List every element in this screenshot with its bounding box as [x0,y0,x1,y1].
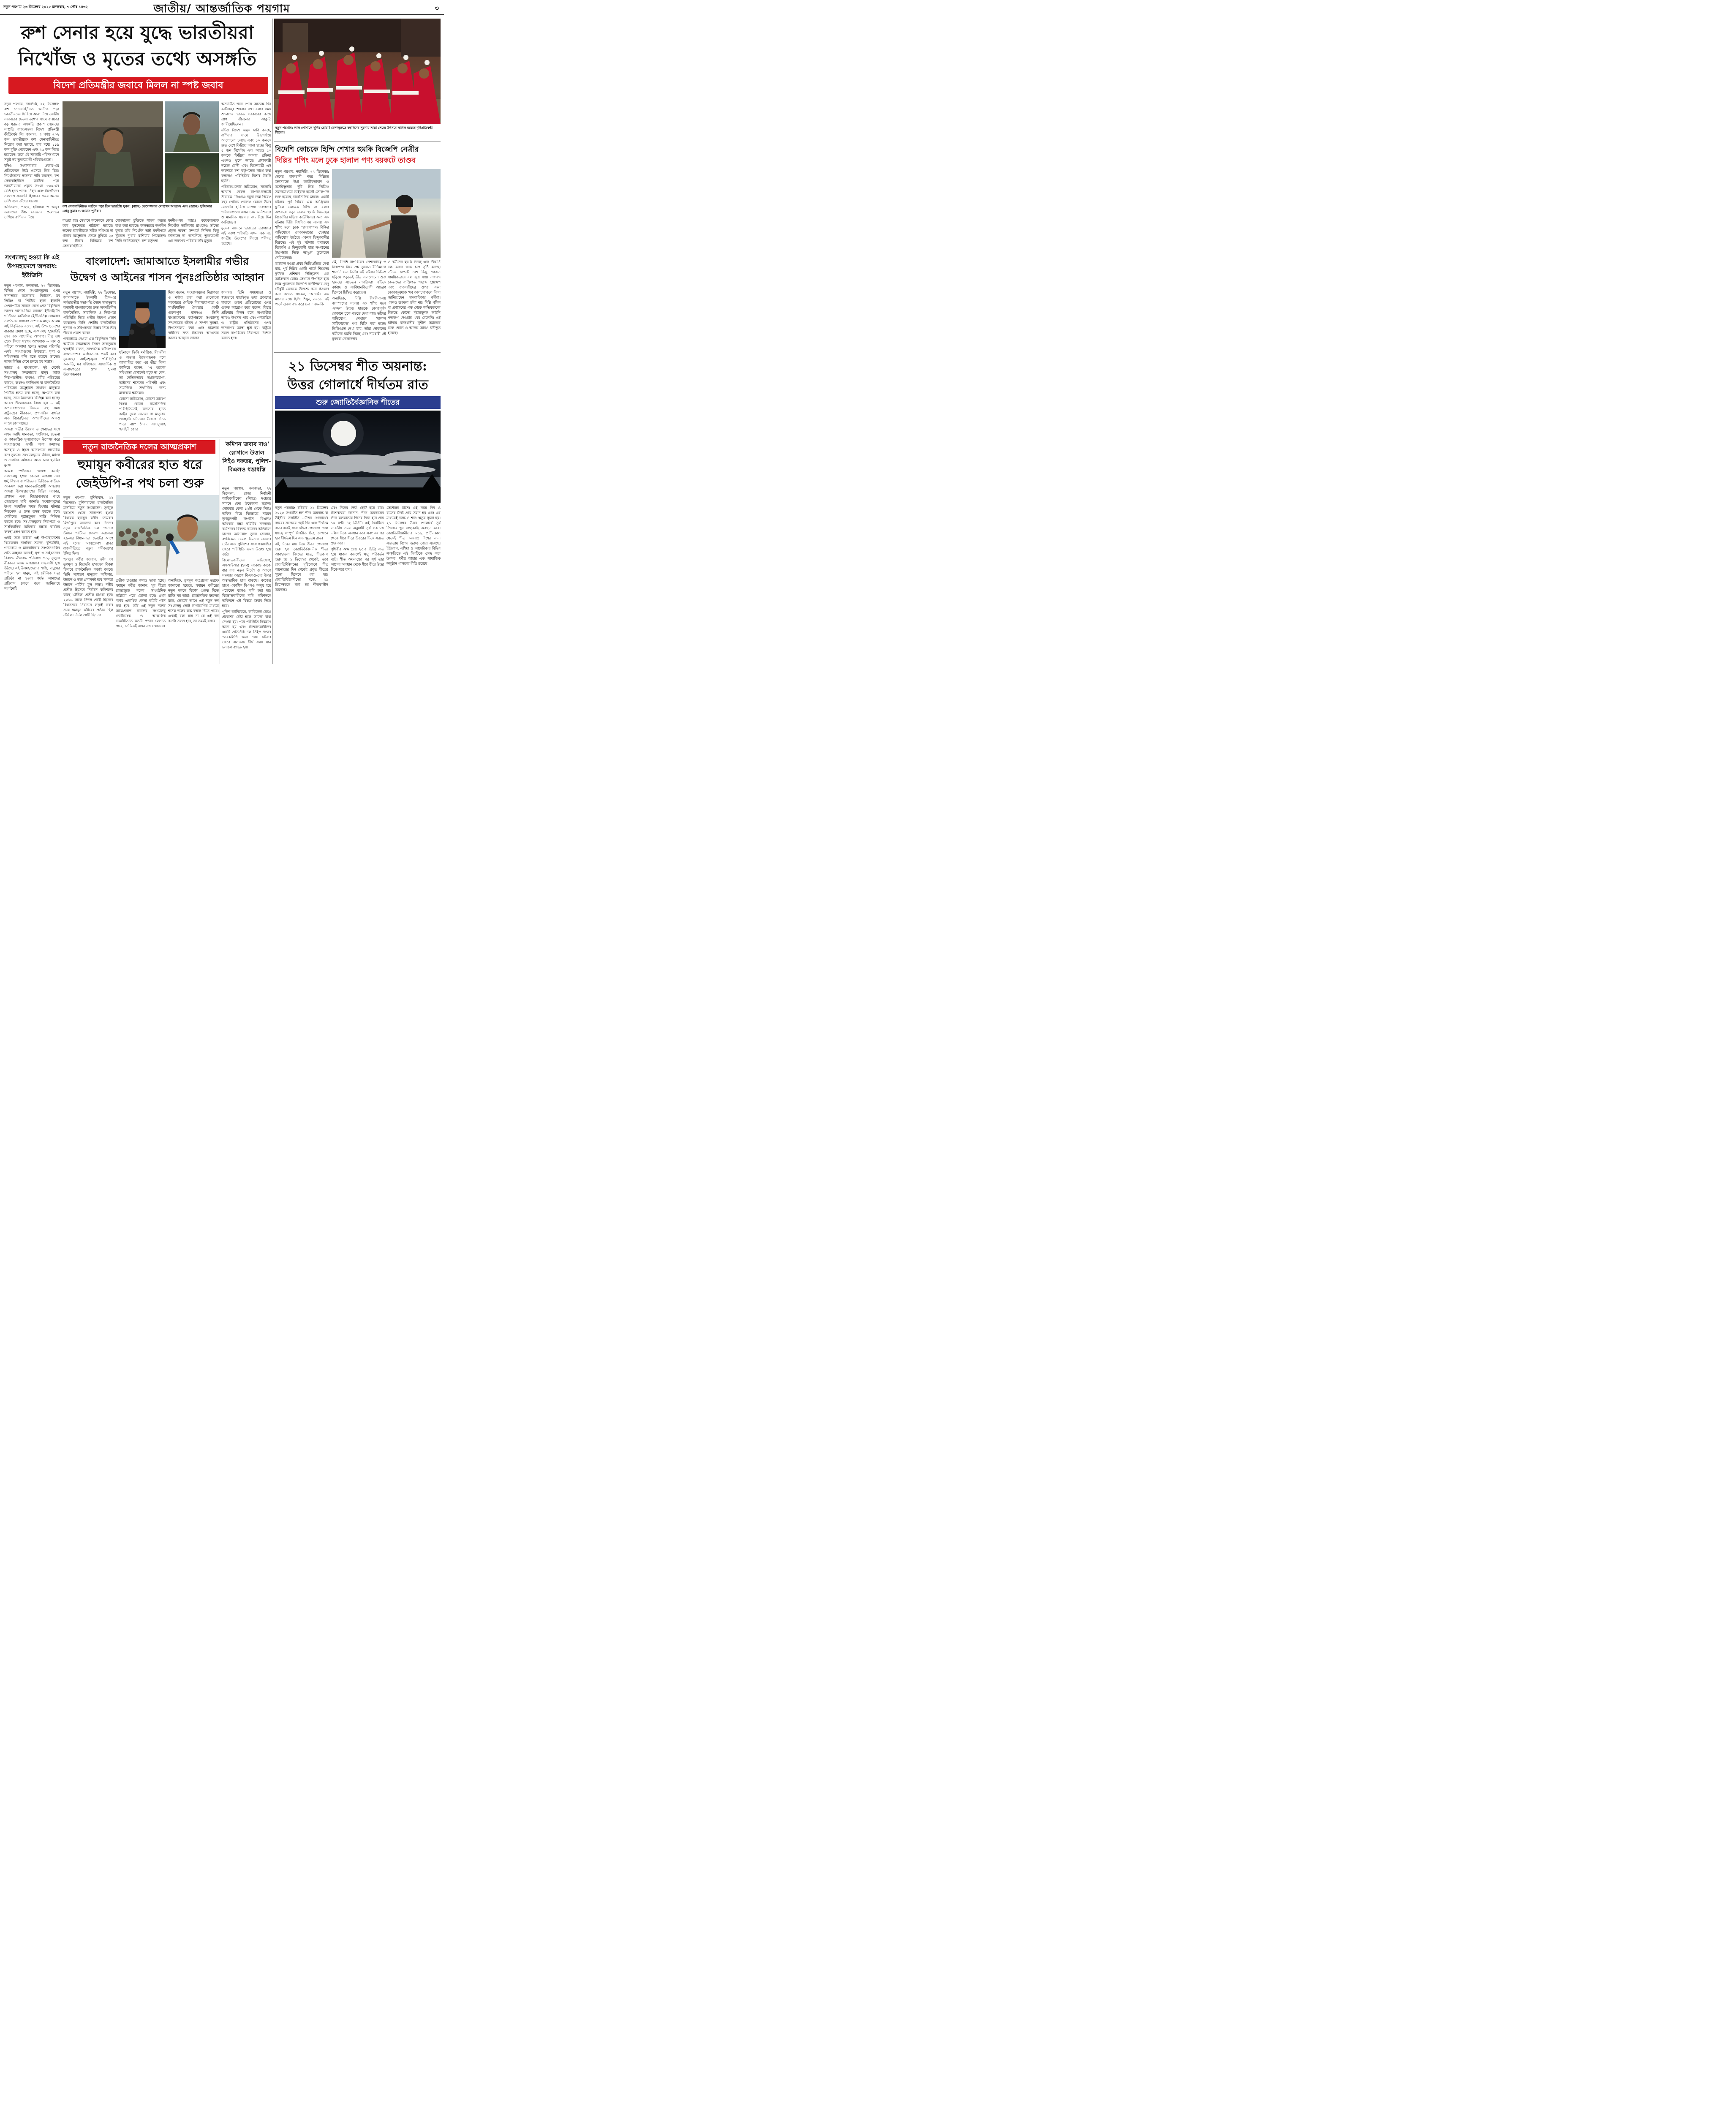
bjp-leader-illustration [332,169,441,258]
delhi-headline-line1: বিদেশি কোচকে হিন্দি শেখার হুমকি বিজেপি নেত্রীর [275,145,419,154]
santa-children-illustration [274,19,441,124]
winter-banner-text: শুরু জ্যোতির্বৈজ্ঞানিক শীতের [316,398,400,407]
ugc-para: একই সঙ্গে আমরা এই উপমহাদেশের বিবেকবান নাগরিক সমাজ, বুদ্ধিজীবী, গণমাধ্যম ও মানবাধিকার সংগঠনগুলির প্রতি আহ্বান জানাই, ঘৃণা ও সহিংসতার বিরুদ্ধে ঐক্যবদ্ধ প্রতিবাদে গড়ে তুলুন। নীরবতা আজ অপরাধের সহযোগী হয়ে উঠছে। এই উপমহাদেশের শান্তি, মানুষের পরিচয় হল মানুষ, এই মৌলিক সত্য প্রতিষ্ঠা না হওয়া পর্যন্ত আমাদের প্রতিবাদ চলবে বলে জানিয়েছে সংগঠনটি। [4,535,60,591]
bangladesh-para: নতুন পয়গাম, নয়াদিল্লি, ২২ ডিসেম্বর: জামাআতে ইসলামী হিন্দ-এর সর্বভারতীয় সভাপতি সৈয়দ সাদাতুল্লাহ হুসাইনী বাংলাদেশের দ্রুত অবনতিশীল রাজনৈতিক, সামাজিক ও নিরাপত্তা পরিস্থিতি নিয়ে গভীর উদ্বেগ প্রকাশ করেছেন। তিনি দেশটির রাজনৈতিক শূন্যতা ও সহিংসতার বিস্তার নিয়ে তীব্র উদ্বেগ প্রকাশ করেন। [63,290,116,335]
winter-para: এই দিনের মধ্য দিয়ে উত্তর গোলার্ধে শুরু হল জ্যোতির্বৈজ্ঞানিক শীত। আবহাওয়া বিদদের মতে, শীতকাল শুরু হয় ১ ডিসেম্বর থেকেই, তবে জ্যোতির্বিজ্ঞানের দৃষ্টিকোণে শীত অয়নান্তের দিন থেকেই প্রকৃত শীতের সূচনা হিসেবে ধরা হয়। জ্যোতির্বিজ্ঞানীদের মতে, ২১ ডিসেম্বরকে বলা হয় শীতকালীন অয়নান্ত। [275,542,328,592]
lead-body-col1 [4,101,59,249]
delhi-para: অন্যদিকে, দিল্লি বিশ্ববিদ্যালয় ক্যাম্পাসের সংলগ্ন এক শপিং মলে একদল উন্মত্ত ছাত্রকে জোরপূর্বক দোকানে ঢুকে পড়তে দেখা যায়। তাঁদের অভিযোগ, সেখানে 'হালাল সার্টিফায়েড' পণ্য বিক্রি করা হচ্ছে। ভিডিওতে দেখা যায়, তাঁরা দোকানের কর্মীদের হুমকি দিচ্ছে এবং নামধারী ওই যুবকরা দোকানদার [332,296,386,341]
soldier-portrait-illustration [165,101,219,152]
delhi-para: ওই বিদেশি নাগরিকের পেশাদারিত্ব ও নিরাপত্তা নিয়ে প্রশ্ন তুলেও রীতিমতো শাসানি দেন তিনি। এই ঘটনার ভিডিও ছড়িয়ে পড়তেই তীব্র সমালোচনা শুরু হয়েছে। সচেতন নাগরিকরা এটিকে বর্ণবাদ ও সংবিধানবিরোধী আচরণ হিসেবে চিহ্নিত করেছেন। [332,260,386,295]
christmas-caption: নতুন পয়গাম: লাল পোশাকে খুশির ছোঁয়া! বেঙ্গালুরুতে বড়দিনের সূচনায় সান্তা সেজে উৎসবে সামিল হয়েছে দৃষ্টিপ্রতিবন্ধী শিশুরা। [275,126,433,134]
bangladesh-para: ঘটনাকে তিনি মর্মান্তিক, নিন্দনীয় ও অত্যন্ত উদ্বেগজনক বলে আখ্যায়িত করে এর তীব্র নিন্দা জানিয়ে বলেন, "এ ধরনের সহিংসতা যেখানেই ঘটুক না কেন, তা নৈতিকভাবে অগ্রহণযোগ্য, আইনের শাসনের পরিপন্থী এবং সামাজিক সম্প্রীতির জন্য মারাত্মক ক্ষতিকর। [119,350,166,395]
section-title: জাতীয়/ আন্তর্জাতিক পয়গাম [153,2,290,15]
delhi-para: নতুন পয়গাম, নয়াদিল্লি, ২২ ডিসেম্বর: দেশের রাজধানী শহর দিল্লিতে জনসমক্ষে উগ্র জাতীয়তাবাদ ও অসহিষ্ণুতার দুটি ভিন্ন ভিডিও সমাজমাধ্যমে ভাইরাল হতেই তোলপাড় শুরু হয়েছে রাজনৈতিক মহলে। একটি ঘটনায় পূর্ব দিল্লির এক আফ্রিকান ফুটবল কোচকে হিন্দি না বলার অপরাধে কড়া ভাষায় হুমকি দিয়েছেন বিজেপির মহিলা কাউন্সিলর। অন্য এক ঘটনায় দিল্লি বিশ্ববিদ্যালয় সংলগ্ন এক শপিং মলে ঢুকে 'হালাল'পণ্য বিক্রির অভিযোগে দোকানদারের হেনস্থার অভিযোগ উঠেছে একদল হিন্দুত্ববাদীর বিরুদ্ধে। এই দুই ঘটনায় যথাক্রমে বিজেপি ও হিন্দুত্ববাদী ছাত্র সংগঠনের উগ্রপন্থার দিকে আঙুল তুলেছেন নেটিজেনরা। [275,169,329,260]
soldier-photo-left [63,101,163,203]
lead-photo-caption: রুশ সেনাবাহিনীতে আটকে পড়া তিন ভারতীয় যুবক: (বামে) তেলেঙ্গানার মোহাম্মদ আহমেদ এবং (ডানে) হরিয়ানার সোনু কুমার ও আমান পুনিয়া। [63,204,212,213]
humayun-kabir-photo [116,495,219,575]
winter-para: এবং দিনের দৈর্ঘ্য ছোট হয়ে যায়। বিশেষজ্ঞরা জানান, শীত অয়নান্তের দিনে কলকাতায় দিনের দৈর্ঘ্য হবে প্রায় ১০ ঘণ্টা ৪২ মিনিট। এই দিনটিতে ভারতীয় সময় অনুযায়ী সূর্য সবচেয়ে দক্ষিণ দিকে অবস্থান করে এবং এর পর থেকে ধীরে ধীরে উত্তরের দিকে সরতে শুরু করে। [331,506,384,546]
party-body-col1 [63,495,113,664]
rally-speaker-illustration [116,495,219,575]
party-kicker [63,440,215,454]
lead-para: যুদ্ধের ময়দানে ভারতের তরুণদের এই করুণ পরিণতি এখন এক বড় জাতীয় উদ্বেগের বিষয়ে পরিণত হয়েছে। [221,226,271,246]
bangladesh-body-col3: দিয়ে বলেন, সংখ্যালঘুদের নিরাপত্তা ও মর্যাদা রক্ষা করা যেকোনো সরকারের নৈতিক বিশ্বাসযোগ্যতা ও সাংবিধানিক বৈধতার একটি গুরুত্বপূর্ণ মানদণ্ড। তিনি বাংলাদেশের কর্তৃপক্ষকে সংখ্যালঘু সম্প্রদায়ের জীবন ও সম্পদ সুরক্ষা, উপাসনালয় রক্ষা এবং হামলায় দায়ীদের দ্রুত বিচারের আওতায় আনার আহ্বান জানান। [168,290,219,340]
soldier-photo-right-top [165,101,219,152]
delhi-headline-line2: দিল্লির শপিং মলে ঢুকে হালাল পণ্য বয়কটে তাণ্ডব [275,156,416,165]
jamaat-leader-photo [119,290,166,348]
ugc-para: ভারত ও বাংলাদেশ, দুই দেশেই সংখ্যালঘু সম্প্রদায়ের মানুষ আজ নিরাপত্তাহীন। কখনও ধর্মীয় পরিচয়ের কারণে, কখনও জাতিগত বা রাজনৈতিক পরিচয়ের অজুহাতে সাধারণ মানুষকে পিটিয়ে হত্যা করা হচ্ছে, অপমান করা হচ্ছে, সামাজিকভাবে বিচ্ছিন্ন করা হচ্ছে। আরও উদ্বেগজনক বিষয় হল -- এই অপরাধগুলোর বিরুদ্ধে বহু সময় রাষ্ট্রযন্ত্রের নীরবতা, প্রশাসনিক ব্যর্থতা এবং বিচারহীনতা অপরাধীদের আরও সাহস জোগাচ্ছে। [4,365,60,426]
lead-headline-line2: নিখোঁজ ও মৃতের তথ্যে অসঙ্গতি [18,48,257,70]
delhi-body-col3: ও কর্মীদের হুমকি দিচ্ছে এবং উস্কানি বন্ধ করার জন্য চাপ সৃষ্টি করছে। তাঁদের দাপটে বেশ কিছু দোকান সাময়িকভাবে বন্ধ হয়ে যায়। সাধারণ ক্রেতাদের ব্যক্তিগত পছন্দে হস্তক্ষেপ এবং ব্যবসায়ীদের ওপর এমন জোরজুলুমকে 'মব কালচার'বলে নিন্দা জানিয়েছেন মানবাধিকার কর্মীরা। এমনও শুকনো তাঁরা নয়। দিল্লি পুলিশ বা প্রশাসনের পক্ষ থেকে অভিযুক্তদের বিরুদ্ধে কোনো দৃষ্টান্তমূলক আইনি পদক্ষেপ নেওয়ার খবর মেলেনি। এই ঘটনায় রাজধানীর সুশীল সমাজের মধ্যে ক্ষোভ ও আতঙ্ক আরও ঘনীভূত হয়েছে। [388,260,441,335]
party-body-col2: প্রতীক চাওয়ার কথাও ভাবা হচ্ছে। হুমায়ুন কবীর জানান, খুব শীঘ্রই রাজ্যজুড়ে দলের সাংগঠনিক কাঠামো গড়ে তোলা হবে। প্রথম দফায় একাধিক জেলা কমিটি গঠন করা হবে। তাঁর এই নতুন দলের আত্মপ্রকাশ রাজ্যের সংখ্যালঘু ভোটব্যাংক ও আঞ্চলিক রাজনীতিতে কতটা প্রভাব ফেলতে পারে, সেদিকেই এখন নজর থাকবে। [116,578,166,629]
delhi-body-col1 [275,169,329,351]
lead-para: যদিও সংবাদমাধ্যম ওয়্যার-এর প্রতিবেদনে উঠে এসেছে ভিন্ন চিত্র। নিখোঁজদের স্বজনরা দাবি করছেন, রুশ সেনাবাহিনীতে আটকে পড়া ভারতীয়দের প্রকৃত সংখ্যা ৮০০-এর বেশি হতে পারে। নিহত এবং নিখোঁজের সংখ্যাও সরকারি হিসাবের চেয়ে অনেক বেশি বলে তাঁদের ধারণা। [4,163,59,204]
winter-para: নতুন পয়গাম: রবিবার ২১ ডিসেম্বর ২০২৫ সংঘটিত হল শীত অয়নান্ত বা উইন্টার সলস্টিস --উত্তর গোলার্ধের বছরের সবচেয়ে ছোট দিন এবং দীর্ঘতম রাত। একই সঙ্গে দক্ষিণ গোলার্ধে দেখা যাচ্ছে সম্পূর্ণ বিপরীত চিত্র; সেখানে হবে দীর্ঘতম দিন এবং ক্ষুদ্রতম রাত। [275,506,328,541]
date-line: নতুন পয়গাম ২৩ ডিসেম্বর ২০২৫ মঙ্গলবার, ৭ পৌষ ১৪৩২ [3,5,88,9]
ceo-para: বিক্ষোভকারীদের অভিযোগ, এসআইআর (SIR) সংক্রান্ত কাজে বার বার নতুন নির্দেশ ও অ্যাপে সমস্যার কারণে বিএলও-দের উপর অস্বাভাবিক চাপ বাড়ছে। কাজের চাপে একাধিক বিএলও অসুস্থ হয়ে পড়েছেন বলেও দাবি করা হয়। বিক্ষোভকারীদের দাবি, কমিশনকে অবিলম্বে এই বিষয়ে জবাব দিতে হবে। [222,558,271,608]
ugc-para: আমরা স্পষ্টভাবে ঘোষণা করছি: সংখ্যালঘু হওয়া কোনো অপরাধ নয়। ধর্ম, বিশ্বাস বা পরিচয়ের ভিত্তিতে কাউকে আক্রমণ করা মানবতাবিরোধী অপরাধ। আমরা উপমহাদেশের বিভিন্ন সরকার, প্রশাসন এবং বিচারব্যবস্থার কাছে জোরালো দাবি জানাই। সংখ্যালঘুদের উপর সংঘটিত সমস্ত হিংসার ঘটনার নিরপেক্ষ ও দ্রুত তদন্ত করতে হবে। দোষীদের দৃষ্টান্তমূলক শাস্তি নিশ্চিত করতে হবে। সংখ্যালঘুদের নিরাপত্তা ও সাংবিধানিক অধিকার রক্ষায় কার্যকর ব্যবস্থা গ্রহণ করতে হবে। [4,468,60,534]
winter-body-col3: সেপ্টেম্বর মাসে। এই সময় দিন ও রাতের দৈর্ঘ্য প্রায় সমান হয় এবং এর মাধ্যমেই বসন্ত ও শরৎ ঋতুর সূচনা হয়। ২১ ডিসেম্বর উত্তর গোলার্ধে সূর্য দিগন্তের খুব কাছাকাছি অবস্থান করে। জ্যোতির্বিজ্ঞানীদের মতে, প্রাচীনকাল থেকেই শীত অয়নান্ত বিশ্বের নানা সভ্যতায় বিশেষ গুরুত্ব পেয়ে এসেছে। ইউরোপ, এশিয়া ও আমেরিকার বিভিন্ন সংস্কৃতিতে এই দিনটিকে কেন্দ্র করে উৎসব, ধর্মীয় আচার এবং সামাজিক অনুষ্ঠান পালনের রীতি রয়েছে। [386,506,441,566]
lead-subheadline [8,77,268,94]
party-headline-line2: জেইউপি-র পথ চলা শুরু [76,476,204,491]
ceo-para: নতুন পয়গাম, কলকাতা, ২২ ডিসেম্বর: রাজ্য নির্বাচনী আধিকারিকের (সিইও) দপ্তরের সামনে ফের উত্তেজনা ছড়াল। সোমবার বেলা ১২টা থেকে সিইও অফিস ঘিরে বিক্ষোভে নামেন তৃণমূলপন্থী সংগঠন বিএলও অধিকার রক্ষা কমিটির সদস্যরা। কমিশনের বিরুদ্ধে কাজের অতিরিক্ত চাপের অভিযোগ তুলে স্লোগান, ব্যারিকেড ভেঙে ভিতরে ঢোকার চেষ্টা এবং পুলিশের সঙ্গে ধস্তাধস্তির জেরে পরিস্থিতি ক্রমশ উত্তপ্ত হয়ে ওঠে। [222,486,271,557]
party-para: নতুন পয়গাম, মুর্শিদাবাদ, ২২ ডিসেম্বর: মুর্শিদাবাদের রাজনৈতিক মানচিত্রে নতুন সংযোজন। তৃণমূল কংগ্রেস থেকে সাসপেন্ড হওয়া বিধায়ক হুমায়ুন কবীর সোমবার মির্জাপুরে জনসভা করে নিজের নতুন রাজনৈতিক দল 'জনতা উন্নয়ন পার্টি'-র ঘোষণা করলেন। ২৬-এর বিধানসভা ভোটের আগে এই দলের আত্মপ্রকাশ রাজ্য রাজনীতিতে নতুন সমীকরণের ইঙ্গিত দিল। [63,495,113,556]
delhi-body-col2 [332,259,386,351]
divider [274,141,441,142]
lead-body-col4: মনদীপ-সহ আরও কয়েকজনকে নিখোঁজ তালিকায় রাখলেও তাঁদের প্রকৃত অবস্থা সম্পর্কে নিশ্চিত কিছু জানাচ্ছে না। অন্যদিকে, ভুক্তভোগী এক তরুণের পরিবার তাঁর মৃত্যুর [168,218,219,243]
winter-headline-line2: উত্তর গোলার্ধে দীর্ঘতম রাত [287,377,428,392]
lead-para: অসমর্থিত খবর পেয়ে আতঙ্কে দিন কাটাচ্ছে। শেষবার কথা বলার সময় শুভাশেষ ভারত সরকারের কাছে প্রাণ বাঁচানোর আকুতি জানিয়েছিলেন। [221,102,271,127]
soldier-illustration [63,101,163,203]
party-headline-line1: হুমায়ূন কবীরের হাত ধরে [77,457,202,472]
moon-night-photo [275,411,441,503]
bangladesh-headline-line1: বাংলাদেশ: জামাআতে ইসলামীর গভীর [86,255,249,267]
winter-para: পৃথিবীর অক্ষ প্রায় ২৩.৫ ডিগ্রি কাত হয়ে থাকার কারণেই ঋতু পরিবর্তন ঘটে। শীত অয়নান্তের পর সূর্য তার আগের অবস্থান থেকে ধীরে ধীরে উত্তর দিকে সরে যায়। [331,547,384,572]
lead-para: যদিও বিদেশ মন্ত্রক দাবি করছে, রাশিয়ার সাথে উচ্চপর্যায়ে আলোচনা চলছে এবং ১০ জনকে দ্রুত দেশে ফিরিয়ে আনা হচ্ছে। কিন্তু ৫ জন নিখোঁজ এবং আরও ৫০ জনকে ফিরিয়ে আনার প্রক্রিয়া এখনও ঝুলে আছে। প্রধানমন্ত্রী নরেন্দ্র মোদী এবং বিদেশমন্ত্রী এস জয়শঙ্কর রুশ কর্তৃপক্ষের সাথে কথা বললেও পরিস্থিতির বিশেষ উন্নতি হয়নি। [221,128,271,183]
bangladesh-body-col4: জানান। তিনি সময়মতো ও স্বচ্ছভাবে যাচাইকৃত তথ্য প্রকাশের মাধ্যমে গুজব প্রতিরোধের ওপর গুরুত্ব আরোপ করে বলেন, বিচার প্রক্রিয়ায় বিলম্ব হলে অপরাধীরা আরও উৎসাহ পায় এবং গণতান্ত্রিক ও রাষ্ট্রীয় প্রতিষ্ঠানের ওপর জনগণের আস্থা ক্ষুণ্ণ হয়। রাষ্ট্রকে সকল নাগরিকের নিরাপত্তা নিশ্চিত করতে হবে। [221,290,271,340]
bangladesh-body-col1 [63,290,116,436]
winter-headline-line1: ২১ ডিসেম্বর শীত অয়নান্ত: [288,359,427,374]
christmas-santa-photo [274,19,441,124]
ceo-headline: 'কমিশন জবাব দাও' স্লোগানে উত্তাল সিইও দফতর, পুলিশ-বিএলও ধস্তাধস্তি [222,441,271,473]
ugc-body [4,283,60,663]
ugc-title: সংখ্যালঘু হওয়া কি এই উপমহাদেশে অপরাধ: ইউজিসি [5,254,59,279]
bangladesh-body-col2 [119,350,166,436]
soldier-photo-right-bottom [165,153,219,203]
winter-body-col1 [275,505,328,664]
party-body-col3: অন্যদিকে, তৃণমূল কংগ্রেসের তরফে জানানো হয়েছে, হুমায়ুন কবীরের নতুন দলকে বিশেষ গুরুত্ব দিতে রাজি নয় তারা। রাজনৈতিক মহলের মতে, ভোটের আগে এই নতুন দল সংখ্যালঘু ভোট ভাগাভাগির মাধ্যমে শাসক দলের অঙ্ক বদলে দিতে পারে। এখনই বলা যায় না যে এই দল কতটা সফল হবে, তা সময়ই বলবে। [168,578,219,623]
divider [274,352,441,353]
ugc-para: আমরা গভীর উদ্বেগ ও ক্ষোভের সঙ্গে লক্ষ্য করছি মানবতা, সংবিধান, চেতনা ও গণতান্ত্রিক মূল্যবোধকে উপেক্ষা করে সংখ্যাগুরুর একটি অংশ ক্রমাগত অসহায় ও হিংস্র আচরণকে স্বাভাবিক করে তুলছে। সংখ্যালঘুদের জীবন, মর্যাদা ও নাগরিক অধিকার আজ চরম হুমকির মুখে। [4,427,60,467]
moon-clouds-illustration [275,411,441,503]
party-para: হুমায়ুন কবীর জানান, তাঁর দল তৃণমূল ও বিজেপি দু'পক্ষের বিকল্প হিসাবে রাজনৈতিক লড়াই করবে। তিনি সাধারণ মানুষের অধিকার, উন্নয়ন ও স্বচ্ছ প্রশাসনই হবে 'জনতা উন্নয়ন পার্টি'র মূল লক্ষ্য। দলীয় প্রতীক হিসেবে নির্বাচন কমিশনের কাছে 'টেবিল' প্রতীক চাওয়া হবে। ২০১৬ সালে নির্দল প্রার্থী হিসেবে বিধানসভা নির্বাচনে লড়াই করার সময় হুমায়ুন কবীরের প্রতীক ছিল টেবিল। নির্দল প্রার্থী হিসাবে [63,557,113,618]
ceo-para: পুলিশ জানিয়েছে, ব্যারিকেড ভেঙে প্রবেশের চেষ্টা হলে তাদের বাধা দেওয়া হয়। পরে পরিস্থিতি নিয়ন্ত্রণে আনা হয় এবং বিক্ষোভকারীদের একটি প্রতিনিধি দল সিইও দপ্তরে স্মারকলিপি জমা দেয়। ঘটনার জেরে এলাকায় দীর্ঘ সময় যান চলাচল ব্যাহত হয়। [222,610,271,650]
bangladesh-headline-line2: উদ্বেগ ও আইনের শাসন পুনঃপ্রতিষ্ঠার আহ্বান [70,271,264,283]
delhi-para: ভাইরাল হওয়া প্রথম ভিডিওটিতে দেখা যায়, পূর্ব দিল্লির একটি পার্কে শিশুদের ফুটবল প্রশিক্ষণ দিচ্ছিলেন এক আফ্রিকান কোচ। সেখানে উপস্থিত হয়ে দিল্লি পুরসভার বিজেপি কাউন্সিলর রেণু চৌধুরী কোচকে উদ্দেশ্য করে চিৎকার করে বলতে থাকেন, 'আগামী এক মাসের মধ্যে হিন্দি শিখুন, নয়তো এই পার্কে ঢোকা বন্ধ করে দেব।' এমনকি [275,261,329,307]
lead-body-col2: যাওয়া হয়। সেখানে অনেককে জোর করে যুদ্ধক্ষেত্রে পাঠানো হয়েছে। অনেক ভারতীয়কে সঠিক নথিপত্র না থাকার অজুহাতে জেলে ঢুকিয়ে ২৫ লক্ষ টাকার বিনিময়ে রুশ সেনাবাহিনীতে [63,218,113,248]
party-kicker-text: নতুন রাজনৈতিক দলের আত্মপ্রকাশ [82,442,196,452]
ugc-para: নতুন পয়গাম, কলকাতা, ২২ ডিসেম্বর: বিভিন্ন দেশে সংখ্যালঘুদের ওপর নানাভাবে অত্যাচার, নির্যাতন, মব লিঞ্চিং বা পিটিয়ে হত্যা ইত্যাদি প্রেক্ষাপটকে সামনে রেখে প্রেস বিবৃতিতে তাদের দলিত-চিন্তা জানাল ইউনাইটেড গার্ডিয়ান কাউন্সিল (ইউজিসি)। সোমবার সংগঠনের সাধারণ সম্পাদক মাসুদ আলম এই বিবৃতিতে বলেন, এই উপমহাদেশের বারবার প্রমাণ হচ্ছে, সংখ্যালঘু হওয়াটাই যেন এক অঘোষিত অপরাধ। দীপু দাস হোক কিংবা মহম্মদ আখলাক -- নাম ও পরিচয় আলাদা হলেও তাদের পরিণতি একই। সংখ্যাগুরুর উন্মত্ততা, ঘৃণা ও সহিংসতার বলি হতে হয়েছে তাদের। আজ বিভিন্ন দেশে চলছে মব সন্ত্রাস। [4,283,60,364]
lead-para: অভিযোগ, পঞ্জাব, হরিয়ানা ও জম্মুর তরুণদের উচ্চ বেতনের প্রলোভন দেখিয়ে রাশিয়ায় নিয়ে [4,205,59,220]
winter-banner [275,396,441,409]
winter-body-col2 [331,505,384,664]
delhi-protest-photo [332,169,441,258]
soldier-portrait-illustration [165,153,219,203]
lead-body-col5 [221,101,271,249]
ceo-body [222,486,271,664]
lead-body-col3: যোগদানের চুক্তিতে স্বাক্ষর করতে বাধ্য করা হয়েছে। জলন্ধরের জগদীপ কুমার তাঁর নিখোঁজ ভাই মনদীপকে খুঁজতে দু'বার রাশিয়ায় গিয়েছেন। তিনি জানিয়েছেন, রুশ কর্তৃপক্ষ [115,218,166,243]
masthead [0,0,444,15]
lead-para: নতুন পয়গাম, নয়াদিল্লি, ২২ ডিসেম্বর: রুশ সেনাবাহিনীতে আটকে পড়া ভারতীয়দের ফিরিয়ে আনা নিয়ে কেন্দ্রীয় সরকারের দেওয়া তথ্যের সাথে বাস্তবের বড় ধরনের অসঙ্গতি প্রকাশ পেয়েছে। সম্প্রতি রাজ্যসভায় বিদেশ প্রতিমন্ত্রী কীর্তিবর্ধন সিং জানান, এ পর্যন্ত ২০২ জন ভারতীয়কে রুশ সেনাবাহিনীতে নিয়োগ করা হয়েছে, যার মধ্যে ১১৯ জন মুক্তি পেয়েছেন এবং ২৬ জন নিহত হয়েছেন। তবে এই সরকারি পরিসংখ্যানে সন্তুষ্ট নয় ভুক্তভোগী পরিবারগুলো। [4,102,59,162]
bangladesh-para: গণমাধ্যমে দেওয়া এক বিবৃতিতে তিনি আমীরে জামাআত সৈয়দ সাদাতুল্লাহ হুসাইনী বলেন, সাম্প্রতিক ঘটনাপ্রবাহ বাংলাদেশের অস্থিরতাকে প্রকট করে তুলেছে। আইনশৃঙ্খলা পরিস্থিতির অবনতি, মব সহিংসতা, সাংবাদিক ও সংবাদপত্রের ওপর হামলা উদ্বেগজনক। [63,337,116,377]
bangladesh-para: কোনো অভিযোগ, কোনো আবেগ কিংবা কোনো রাজনৈতিক পরিস্থিতিতেই জনতার হাতে আইন তুলে নেওয়া বা মানুষের প্রাণহানি ঘটানোর বৈধতা দিতে পারে না।" সৈয়দ সাদাতুল্লাহ হুসাইনী জোর [119,397,166,432]
divider [272,19,273,664]
lead-subheadline-text: বিদেশ প্রতিমন্ত্রীর জবাবে মিলল না স্পষ্ট জবাব [53,80,223,91]
lead-para: পরিবারগুলোর অভিযোগ, সরকারি আশ্বাস কেবল কাগজ-কলমেই সীমাবদ্ধ। ডিএনএ নমুনা জমা দিয়েও বছর পেরিয়ে গেলেও কোনো উত্তর মেলেনি। হারিয়ে যাওয়া তরুণদের পরিবারগুলো এখন চরম অনিশ্চয়তা ও মানসিক যন্ত্রণার মধ্য দিয়ে দিন কাটাচ্ছেন। [221,185,271,225]
page-number: ৩ [435,5,439,12]
speaker-illustration [119,290,166,348]
lead-headline-line1: রুশ সেনার হয়ে যুদ্ধে ভারতীয়রা [21,22,254,44]
